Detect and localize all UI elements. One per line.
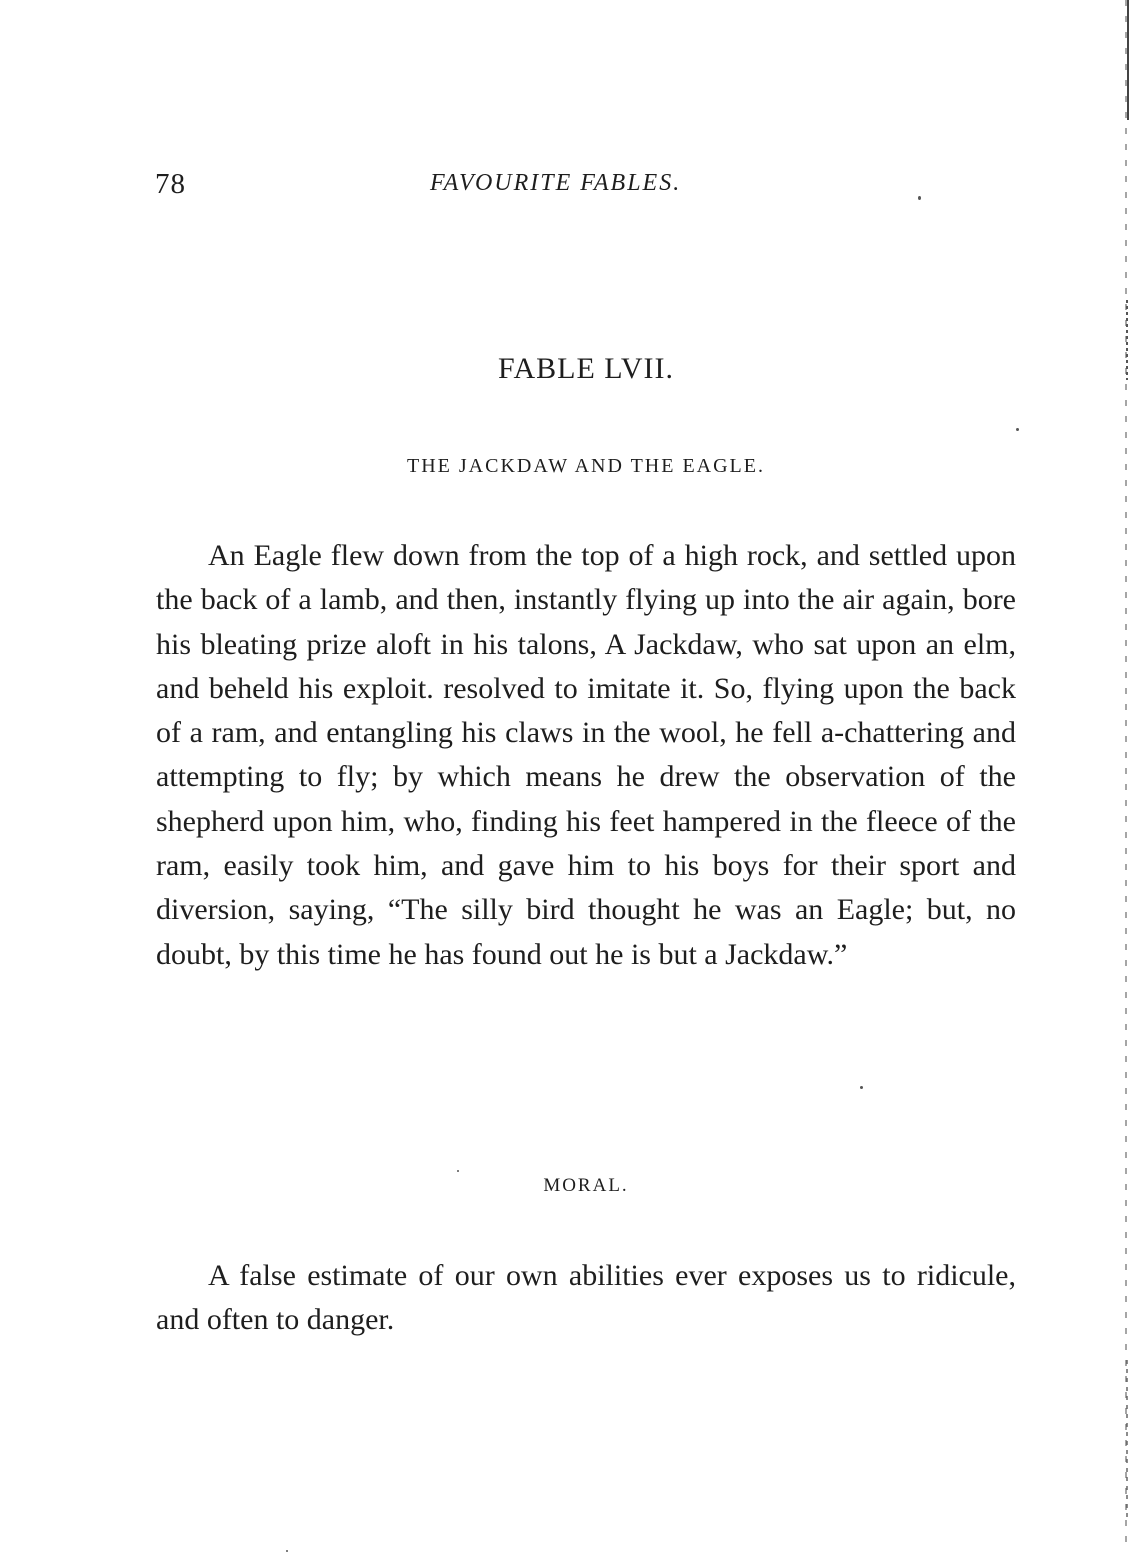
page-number: 78 bbox=[155, 168, 186, 200]
moral-text: A false estimate of our own abilities ever exposes us to ridicule, and often to danger. bbox=[156, 1259, 1016, 1336]
fable-title: THE JACKDAW AND THE EAGLE. bbox=[407, 455, 765, 477]
fable-body-text: An Eagle flew down from the top of a high rock, and settled upon the back of a lamb, and then, instantly flying up into the air again, bore his bleating prize aloft in his talons, A Jackdaw, who sat upon an elm, and beheld his exploit. resolved to imitate it. So, flying upon the back of a ram, and entangling his claws in the wool, he fell a-chattering and attempting to fly; by which means he drew the observation of the shepherd upon him, who, finding his feet hampered in the fleece of the ram, easily took him, and gave him to his boys for their sport and diversion, saying, “The silly bird thought he was an Eagle; but, no doubt, by this time he has found out he is but a Jackdaw.” bbox=[156, 539, 1016, 971]
paper-speck bbox=[860, 1086, 863, 1089]
paper-speck bbox=[918, 196, 921, 200]
paper-speck bbox=[457, 1170, 459, 1172]
fable-number-heading: FABLE LVII. bbox=[498, 352, 674, 385]
running-title: FAVOURITE FABLES. bbox=[430, 170, 682, 196]
page-edge-shadow bbox=[1110, 0, 1132, 1543]
paper-speck bbox=[1016, 428, 1019, 431]
moral-heading: MORAL. bbox=[543, 1175, 629, 1196]
running-head bbox=[155, 168, 1015, 208]
